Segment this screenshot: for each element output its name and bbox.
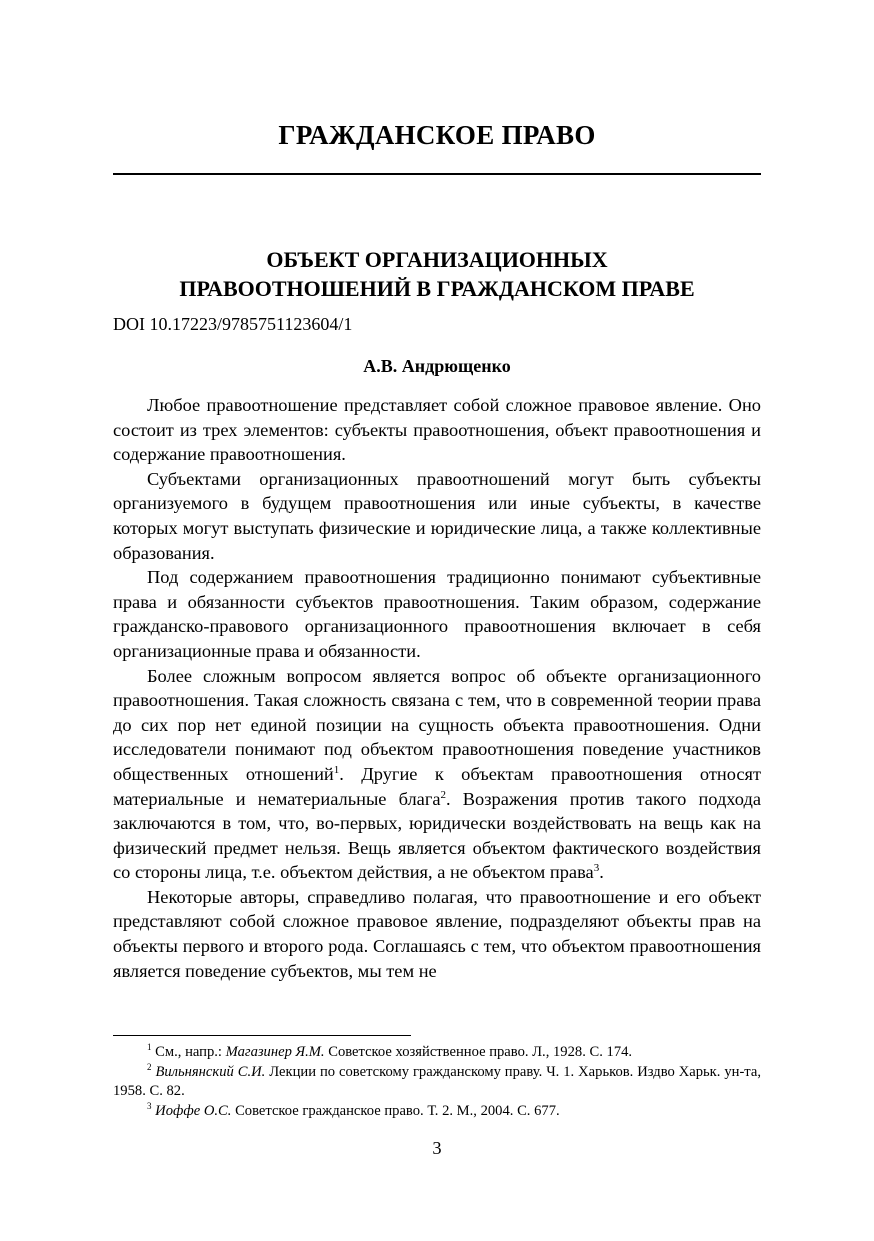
paragraph-3: Под содержанием правоотношения традиционно понимают субъективные права и обязанности субъектов правоотношения. Таким образом, содержание гражданско-правового организационного правоотношения включает в себя организационные права и обязанности. — [113, 567, 761, 661]
article-title-line-1: ОБЪЕКТ ОРГАНИЗАЦИОННЫХ — [266, 247, 608, 272]
footnote-author: Иоффе О.С. — [155, 1102, 232, 1119]
footnote-rule — [113, 1035, 411, 1036]
paragraph-2: Субъектами организационных правоотношений могут быть субъекты организуемого в будущем правоотношения или иные субъекты, в качестве которых могут выступать физические и юридические лица, а также коллективные образования. — [113, 468, 761, 563]
footnote-ref-2[interactable]: 2 — [440, 788, 447, 801]
footnote-text: Советское гражданское право. Т. 2. М., 2004. С. 677. — [231, 1102, 560, 1119]
paragraph-1: Любое правоотношение представляет собой сложное правовое явление. Оно состоит из трех элементов: субъекты правоотношения, объект правоотношения и содержание правоотношения. — [113, 395, 761, 465]
footnote-prefix: См., напр.: — [155, 1044, 226, 1060]
page-number: 3 — [432, 1138, 442, 1158]
paragraph-4-part-4: . — [599, 862, 604, 883]
footnote-number: 2 — [147, 1061, 152, 1072]
footnote-number: 3 — [147, 1100, 152, 1111]
article-title-line-2: ПРАВООТНОШЕНИЙ В ГРАЖДАНСКОМ ПРАВЕ — [179, 276, 695, 301]
footnotes — [113, 1043, 761, 1121]
paragraph-4-part-1: Более сложным вопросом является вопрос об объекте организационного правоотношения. Такая сложность связана с тем, что в современной теории права до сих пор нет единой позиции на сущность объекта правоотношения. Одни исследователи понимают под объектом правоотношения поведение участников общественных отношений — [113, 665, 761, 784]
footnote-1 — [113, 1043, 761, 1063]
article-title — [113, 245, 761, 303]
footnote-ref-1[interactable]: 1 — [333, 763, 340, 776]
footnote-3 — [113, 1102, 761, 1122]
header-rule — [113, 173, 761, 175]
author: А.В. Андрющенко — [363, 356, 511, 376]
paragraph-4-part-2: . Другие к объектам правоотношения относят материальные и нематериальные блага — [113, 763, 762, 809]
footnote-text: Советское хозяйственное право. Л., 1928. С. 174. — [324, 1044, 633, 1060]
footnote-author: Вильнянский С.И. — [155, 1063, 266, 1080]
footnote-author: Магазинер Я.М. — [225, 1044, 325, 1060]
paragraph-5: Некоторые авторы, справедливо полагая, что правоотношение и его объект представляют собой сложное правовое явление, подразделяют объекты прав на объекты первого и второго рода. Соглашаясь с тем, что объектом правоотношения является поведение субъектов, мы тем не — [113, 886, 761, 981]
footnote-ref-3[interactable]: 3 — [593, 862, 600, 875]
section-title: ГРАЖДАНСКОЕ ПРАВО — [278, 120, 596, 150]
paragraph-4 — [113, 664, 761, 885]
paragraph-4-part-3: . Возражения против такого подхода заключаются в том, что, во-первых, юридически воздействовать на вещь как на физический предмет нельзя. Вещь является объектом фактического воздействия со стороны лица, т.е. объектом действия, а не объектом права — [113, 788, 761, 883]
article-body — [113, 393, 761, 983]
doi: DOI 10.17223/9785751123604/1 — [113, 314, 353, 334]
footnote-number: 1 — [147, 1042, 152, 1052]
footnote-text: Лекции по советскому гражданскому праву. Ч. 1. Харьков. Издво Харьк. ун-та, 1958. С. 82. — [113, 1063, 761, 1099]
footnote-2 — [113, 1063, 761, 1102]
